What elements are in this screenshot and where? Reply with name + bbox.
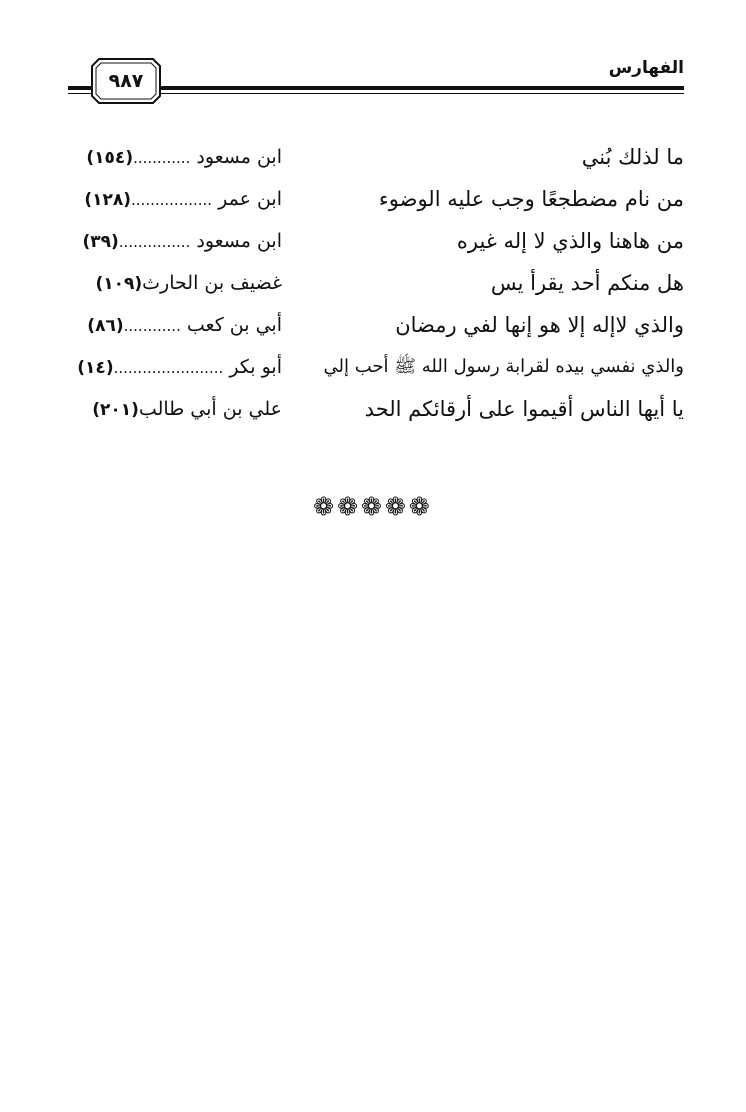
hadith-number: (١٤) (77, 358, 114, 378)
leader-dots: ............ (123, 317, 181, 335)
narrator-cell (62, 136, 282, 179)
leader-dots: ............... (118, 233, 191, 251)
hadith-number: (١٠٩) (95, 274, 143, 294)
hadith-text: ما لذلك بُني (581, 145, 684, 169)
hadith-text: من نام مضطجعًا وجب عليه الوضوء (378, 187, 684, 211)
narrator-name: أبو بكر (229, 356, 282, 378)
hadith-number: (٢٠١) (92, 400, 139, 420)
leader-dots: ............ (133, 149, 191, 167)
narrator-cell (62, 304, 282, 347)
list-item (62, 136, 684, 178)
narrator-cell (62, 178, 282, 221)
section-title: الفهارس (608, 58, 684, 78)
narrator-cell (62, 346, 282, 389)
hadith-text: من هاهنا والذي لا إله غيره (456, 229, 684, 253)
list-item (62, 346, 684, 388)
list-item (62, 178, 684, 220)
hadith-index-list (62, 136, 684, 430)
list-item (62, 220, 684, 262)
hadith-number: (٨٦) (87, 316, 124, 336)
narrator-cell (62, 262, 282, 305)
hadith-text: والذي لاإله إلا هو إنها لفي رمضان (395, 313, 684, 337)
list-item (62, 388, 684, 430)
narrator-name: ابن مسعود (196, 230, 282, 252)
narrator-name: ابن مسعود (196, 146, 282, 168)
narrator-cell (62, 388, 282, 431)
page-number-frame (91, 58, 161, 104)
leader-dots: ....................... (113, 359, 224, 377)
narrator-name: غضيف بن الحارث (142, 272, 282, 294)
leader-dots: ................. (131, 191, 213, 209)
hadith-number: (١٥٤) (86, 148, 134, 168)
list-item (62, 304, 684, 346)
hadith-text: يا أيها الناس أقيموا على أرقائكم الحد (364, 397, 684, 421)
section-end-ornaments: ❁❁❁❁❁ (313, 492, 433, 521)
hadith-number: (٣٩) (82, 232, 119, 252)
narrator-name: أبي بن كعب (186, 314, 282, 336)
narrator-name: علي بن أبي طالب (138, 398, 282, 420)
page-number: ٩٨٧ (108, 70, 144, 92)
narrator-name: ابن عمر (218, 188, 282, 210)
narrator-cell (62, 220, 282, 263)
hadith-text: هل منكم أحد يقرأ يس (490, 271, 684, 295)
hadith-number: (١٢٨) (84, 190, 132, 210)
list-item (62, 262, 684, 304)
hadith-text: والذي نفسي بيده لقرابة رسول الله ﷺ أحب إلي (323, 356, 684, 377)
